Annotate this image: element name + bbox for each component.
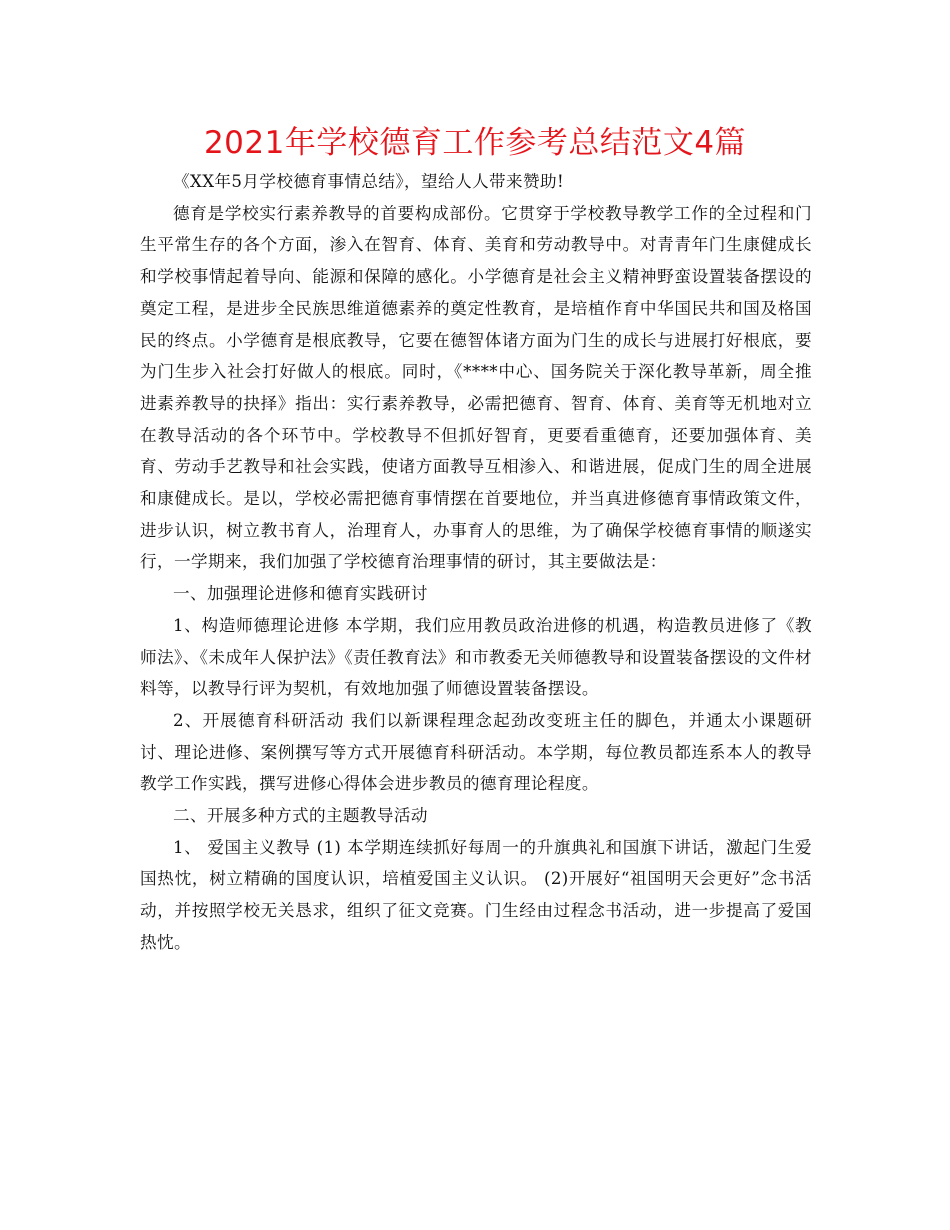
section-heading-2: 二、开展多种方式的主题教导活动 <box>173 806 428 826</box>
intro-paragraph: 《XX年5月学校德育事情总结》，望给人人带来赞助! <box>173 172 565 191</box>
document-body <box>140 166 812 959</box>
section-heading-1: 一、加强理论进修和德育实践研讨 <box>173 584 428 604</box>
body-paragraph: 德育是学校实行素养教导的首要构成部份。它贯穿于学校教导教学工作的全过程和门生平常生存的各个方面，渗入在智育、体育、美育和劳动教导中。对青青年门生康健成长和学校事情起着导向、能源和保障的感化。小学德育是社会主义精神野蛮设置装备摆设的奠定工程，是进步全民族思维道德素养的奠定性教育，是培植作育中华国民共和国及格国民的终点。小学德育是根底教导，它要在德智体诸方面为门生的成长与进展打好根底，要为门生步入社会打好做人的根底。同时，《****中心、国务院关于深化教导革新，周全推进素养教导的抉择》指出：实行素养教导，必需把德育、智育、体育、美育等无机地对立在教导活动的各个环节中。学校教导不但抓好智育，更要看重德育，还要加强体育、美育、劳动手艺教导和社会实践，使诸方面教导互相渗入、和谐进展，促成门生的周全进展和康健成长。是以，学校必需把德育事情摆在首要地位，并当真进修德育事情政策文件，进步认识，树立教书育人，治理育人，办事育人的思维，为了确保学校德育事情的顺遂实行，一学期来，我们加强了学校德育治理事情的研讨，其主要做法是： <box>140 203 812 572</box>
body-paragraph: 1、 爱国主义教导 (1) 本学期连续抓好每周一的升旗典礼和国旗下讲话，激起门生爱国热忱，树立精确的国度认识，培植爱国主义认识。 (2)开展好“祖国明天会更好”念书活动，并按照学校无关恳求，组织了征文竞赛。门生经由过程念书活动，进一步提高了爱国热忱。 <box>140 837 812 952</box>
body-paragraph: 1、构造师德理论进修 本学期，我们应用教员政治进修的机遇，构造教员进修了《教师法》、《未成年人保护法》《责任教育法》和市教委无关师德教导和设置装备摆设的文件材料等，以教导行评为契机，有效地加强了师德设置装备摆设。 <box>140 615 812 699</box>
body-paragraph: 2、开展德育科研活动 我们以新课程理念起劲改变班主任的脚色，并通太小课题研讨、理论进修、案例撰写等方式开展德育科研活动。本学期，每位教员都连系本人的教导教学工作实践，撰写进修心得体会进步教员的德育理论程度。 <box>140 710 812 794</box>
document-title: 2021年学校德育工作参考总结范文4篇 <box>203 125 747 161</box>
